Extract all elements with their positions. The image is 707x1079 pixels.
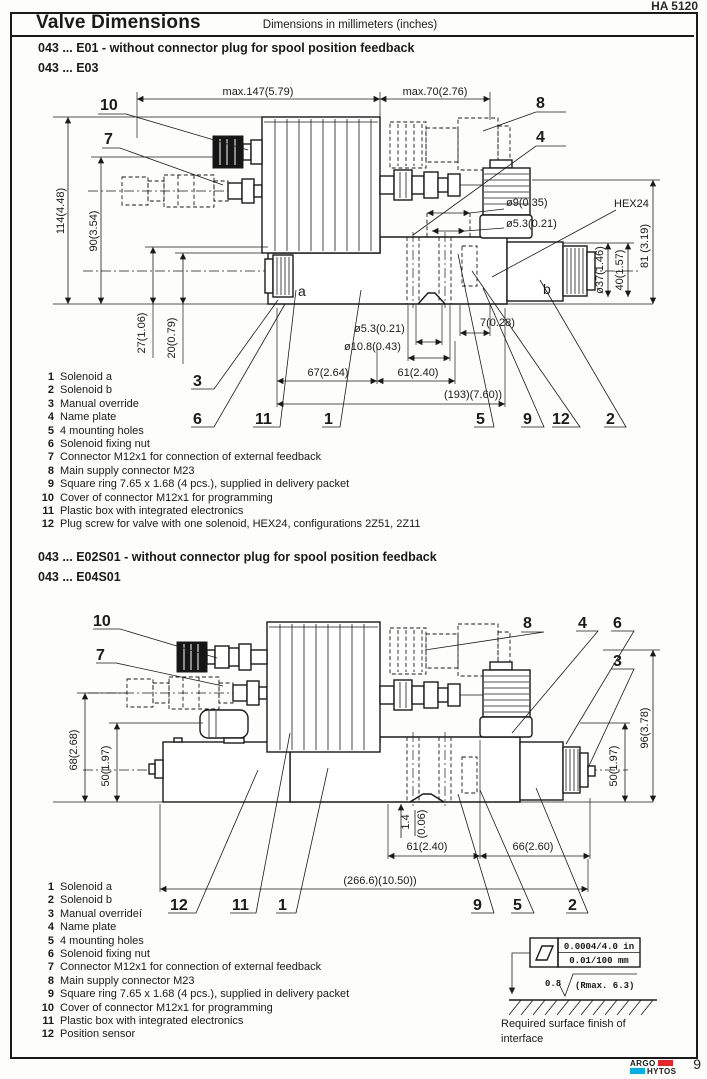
parts-list-item bbox=[38, 492, 421, 505]
part-description: Solenoid a bbox=[60, 881, 112, 893]
part-description: Solenoid fixing nut bbox=[60, 438, 150, 451]
parts-list-item bbox=[38, 935, 349, 948]
dim-d53-bot: ø5.3(0.21) bbox=[354, 323, 405, 335]
callout-6: 6 bbox=[193, 411, 202, 428]
parts-list-item bbox=[38, 961, 349, 974]
label-solenoid-b: b bbox=[543, 281, 551, 297]
dim-90: 90(3.54) bbox=[88, 210, 100, 252]
part-description: Solenoid fixing nut bbox=[60, 948, 150, 961]
part-description: Plastic box with integrated electronics bbox=[60, 505, 244, 518]
flatness-inch-value: 0.0004/4.0 in bbox=[563, 942, 635, 952]
dim-266-6: (266.6)(10.50)) bbox=[343, 875, 417, 887]
dim-max147: max.147(5.79) bbox=[222, 86, 294, 98]
part-number: 6 bbox=[47, 948, 54, 961]
part-number: 2 bbox=[47, 894, 54, 907]
parts-list-item bbox=[38, 881, 349, 894]
section1-heading-line2: 043 ... E03 bbox=[38, 61, 99, 75]
parts-list-item bbox=[38, 371, 421, 384]
label-solenoid-a: a bbox=[298, 283, 306, 299]
callout-3: 3 bbox=[613, 653, 622, 670]
argo-hytos-logo bbox=[630, 1059, 676, 1075]
title-bar bbox=[10, 12, 694, 37]
parts-list-item bbox=[38, 465, 421, 478]
part-number: 2 bbox=[47, 384, 54, 397]
dim-d9: ø9(0.35) bbox=[506, 197, 548, 209]
part-number: 11 bbox=[42, 1015, 54, 1028]
callout-5: 5 bbox=[476, 411, 485, 428]
part-number: 6 bbox=[47, 438, 54, 451]
dim-27: 27(1.06) bbox=[136, 312, 148, 354]
parts-list-2 bbox=[38, 881, 349, 1042]
dim-max70: max.70(2.76) bbox=[402, 86, 468, 98]
parts-list-item bbox=[38, 894, 349, 907]
parts-list-item bbox=[38, 411, 421, 424]
parts-list-item bbox=[38, 1028, 349, 1041]
part-number: 11 bbox=[42, 505, 54, 518]
callout-9: 9 bbox=[523, 411, 532, 428]
part-description: Name plate bbox=[60, 921, 117, 934]
part-number: 4 bbox=[47, 921, 54, 934]
callout-7: 7 bbox=[96, 647, 105, 664]
callout-8: 8 bbox=[536, 95, 545, 112]
part-description: Manual overrideí bbox=[60, 907, 142, 920]
part-number: 3 bbox=[47, 907, 54, 920]
section1-heading-line1: 043 ... E01 - without connector plug for spool position feedback bbox=[38, 41, 415, 55]
dim-20: 20(0.79) bbox=[166, 317, 178, 359]
callout-1: 1 bbox=[278, 897, 287, 914]
part-description: Solenoid b bbox=[60, 384, 112, 397]
surface-caption-line2: interface bbox=[501, 1033, 544, 1045]
dim-d108: ø10.8(0.43) bbox=[344, 341, 401, 353]
part-description: Square ring 7.65 x 1.68 (4 pcs.), supplied in delivery packet bbox=[60, 478, 350, 491]
part-description: Connector M12x1 for connection of external feedback bbox=[60, 961, 322, 974]
parts-list-item bbox=[38, 1002, 349, 1015]
dim-68: 68(2.68) bbox=[68, 729, 80, 771]
page-title: Valve Dimensions bbox=[36, 12, 201, 33]
part-number: 9 bbox=[47, 988, 54, 1001]
callout-3: 3 bbox=[193, 373, 202, 390]
parts-list-item bbox=[38, 975, 349, 988]
dim-7: 7(0.28) bbox=[480, 317, 515, 329]
dim-61-2: 61(2.40) bbox=[406, 841, 448, 853]
dim-50-right: 50(1.97) bbox=[608, 745, 620, 787]
part-number: 5 bbox=[47, 934, 54, 947]
part-number: 7 bbox=[47, 451, 54, 464]
surface-finish-figure bbox=[495, 928, 700, 1056]
parts-list-item bbox=[38, 425, 421, 438]
callout-11: 11 bbox=[232, 897, 249, 914]
parts-list-item bbox=[38, 384, 421, 397]
part-number: 1 bbox=[47, 881, 54, 893]
section2-heading-line1: 043 ... E02S01 - without connector plug for spool position feedback bbox=[38, 550, 437, 564]
callout-11: 11 bbox=[255, 411, 272, 428]
dim-61: 61(2.40) bbox=[397, 367, 439, 379]
dim-1-4: 1.4 bbox=[400, 814, 412, 830]
part-number: 8 bbox=[47, 974, 54, 987]
parts-list-item bbox=[38, 438, 421, 451]
logo-cyan-block bbox=[630, 1068, 645, 1074]
part-description: Connector M12x1 for connection of external feedback bbox=[60, 451, 322, 464]
part-description: Cover of connector M12x1 for programming bbox=[60, 1001, 273, 1014]
parts-list-item bbox=[38, 1015, 349, 1028]
parts-list-item bbox=[38, 921, 349, 934]
part-number: 12 bbox=[41, 518, 54, 531]
part-description: Plug screw for valve with one solenoid, HEX24, configurations 2Z51, 2Z11 bbox=[60, 518, 421, 531]
roughness-symbol bbox=[545, 974, 637, 996]
valve-outline-2 bbox=[53, 622, 653, 806]
part-number: 12 bbox=[41, 1028, 54, 1041]
callout-12: 12 bbox=[552, 411, 570, 428]
part-number: 8 bbox=[47, 464, 54, 477]
section2-heading-line2: 043 ... E04S01 bbox=[38, 570, 121, 584]
callout-7: 7 bbox=[104, 131, 113, 148]
part-number: 4 bbox=[47, 411, 54, 424]
callout-10: 10 bbox=[100, 97, 118, 114]
part-description: Name plate bbox=[60, 411, 117, 424]
dim-d53-top: ø5.3(0.21) bbox=[506, 218, 557, 230]
callout-5: 5 bbox=[513, 897, 522, 914]
part-description: Main supply connector M23 bbox=[60, 974, 195, 987]
logo-text-hytos: HYTOS bbox=[647, 1066, 677, 1076]
roughness-note: (Rmax. 6.3) bbox=[575, 981, 635, 991]
dim-67: 67(2.64) bbox=[307, 367, 349, 379]
parts-list-item bbox=[38, 478, 421, 491]
callout-10: 10 bbox=[93, 613, 111, 630]
callout-2: 2 bbox=[606, 411, 615, 428]
callout-1: 1 bbox=[324, 411, 333, 428]
dim-hex24: HEX24 bbox=[614, 198, 649, 210]
part-description: Position sensor bbox=[60, 1028, 136, 1041]
part-number: 10 bbox=[41, 1001, 54, 1014]
parts-list-item bbox=[38, 908, 349, 921]
part-description: 4 mounting holes bbox=[60, 934, 144, 947]
parts-list-item bbox=[38, 518, 421, 531]
parts-list-item bbox=[38, 948, 349, 961]
callout-8: 8 bbox=[523, 615, 532, 632]
callout-4: 4 bbox=[578, 615, 587, 632]
part-description: Solenoid b bbox=[60, 894, 112, 907]
parts-list-item bbox=[38, 398, 421, 411]
part-number: 3 bbox=[47, 397, 54, 410]
callout-12: 12 bbox=[170, 897, 188, 914]
dim-d37: ø37(1.46) bbox=[594, 246, 606, 294]
part-number: 9 bbox=[47, 478, 54, 491]
part-description: Square ring 7.65 x 1.68 (4 pcs.), supplied in delivery packet bbox=[60, 988, 350, 1001]
dim-50-left: 50(1.97) bbox=[100, 745, 112, 787]
parts-list-1 bbox=[38, 371, 421, 532]
part-number: 10 bbox=[41, 491, 54, 504]
roughness-value: 0.8 bbox=[545, 979, 562, 989]
callout-6: 6 bbox=[613, 615, 622, 632]
parts-list-item bbox=[38, 988, 349, 1001]
part-description: Plastic box with integrated electronics bbox=[60, 1015, 244, 1028]
surface-hatching bbox=[509, 1000, 657, 1015]
callout-2: 2 bbox=[568, 897, 577, 914]
parts-list-item bbox=[38, 451, 421, 464]
surface-caption-line1: Required surface finish of bbox=[501, 1018, 626, 1030]
logo-text-argo: ARGO bbox=[630, 1058, 656, 1068]
part-description: Cover of connector M12x1 for programming bbox=[60, 491, 273, 504]
part-description: 4 mounting holes bbox=[60, 424, 144, 437]
part-description: Main supply connector M23 bbox=[60, 464, 195, 477]
logo-red-block bbox=[658, 1060, 673, 1066]
dim-96: 96(3.78) bbox=[639, 707, 651, 749]
part-number: 5 bbox=[47, 424, 54, 437]
dim-81: 81 (3.19) bbox=[639, 223, 651, 269]
flatness-mm-value: 0.01/100 mm bbox=[569, 956, 629, 966]
part-description: Solenoid a bbox=[60, 371, 112, 383]
dim-193: (193)(7.60)) bbox=[443, 389, 503, 401]
doc-reference: HA 5120 bbox=[651, 0, 698, 13]
dim-114: 114(4.48) bbox=[55, 187, 67, 235]
dim-66: 66(2.60) bbox=[512, 841, 554, 853]
page-number: 9 bbox=[693, 1056, 701, 1072]
part-number: 7 bbox=[47, 961, 54, 974]
dim-0-06: (0.06) bbox=[416, 809, 428, 839]
part-number: 1 bbox=[47, 371, 54, 383]
parts-list-item bbox=[38, 505, 421, 518]
page-subtitle: Dimensions in millimeters (inches) bbox=[262, 19, 438, 31]
dim-40: 40(1.57) bbox=[614, 249, 626, 291]
callout-4: 4 bbox=[536, 129, 545, 146]
part-description: Manual override bbox=[60, 397, 139, 410]
callout-9: 9 bbox=[473, 897, 482, 914]
